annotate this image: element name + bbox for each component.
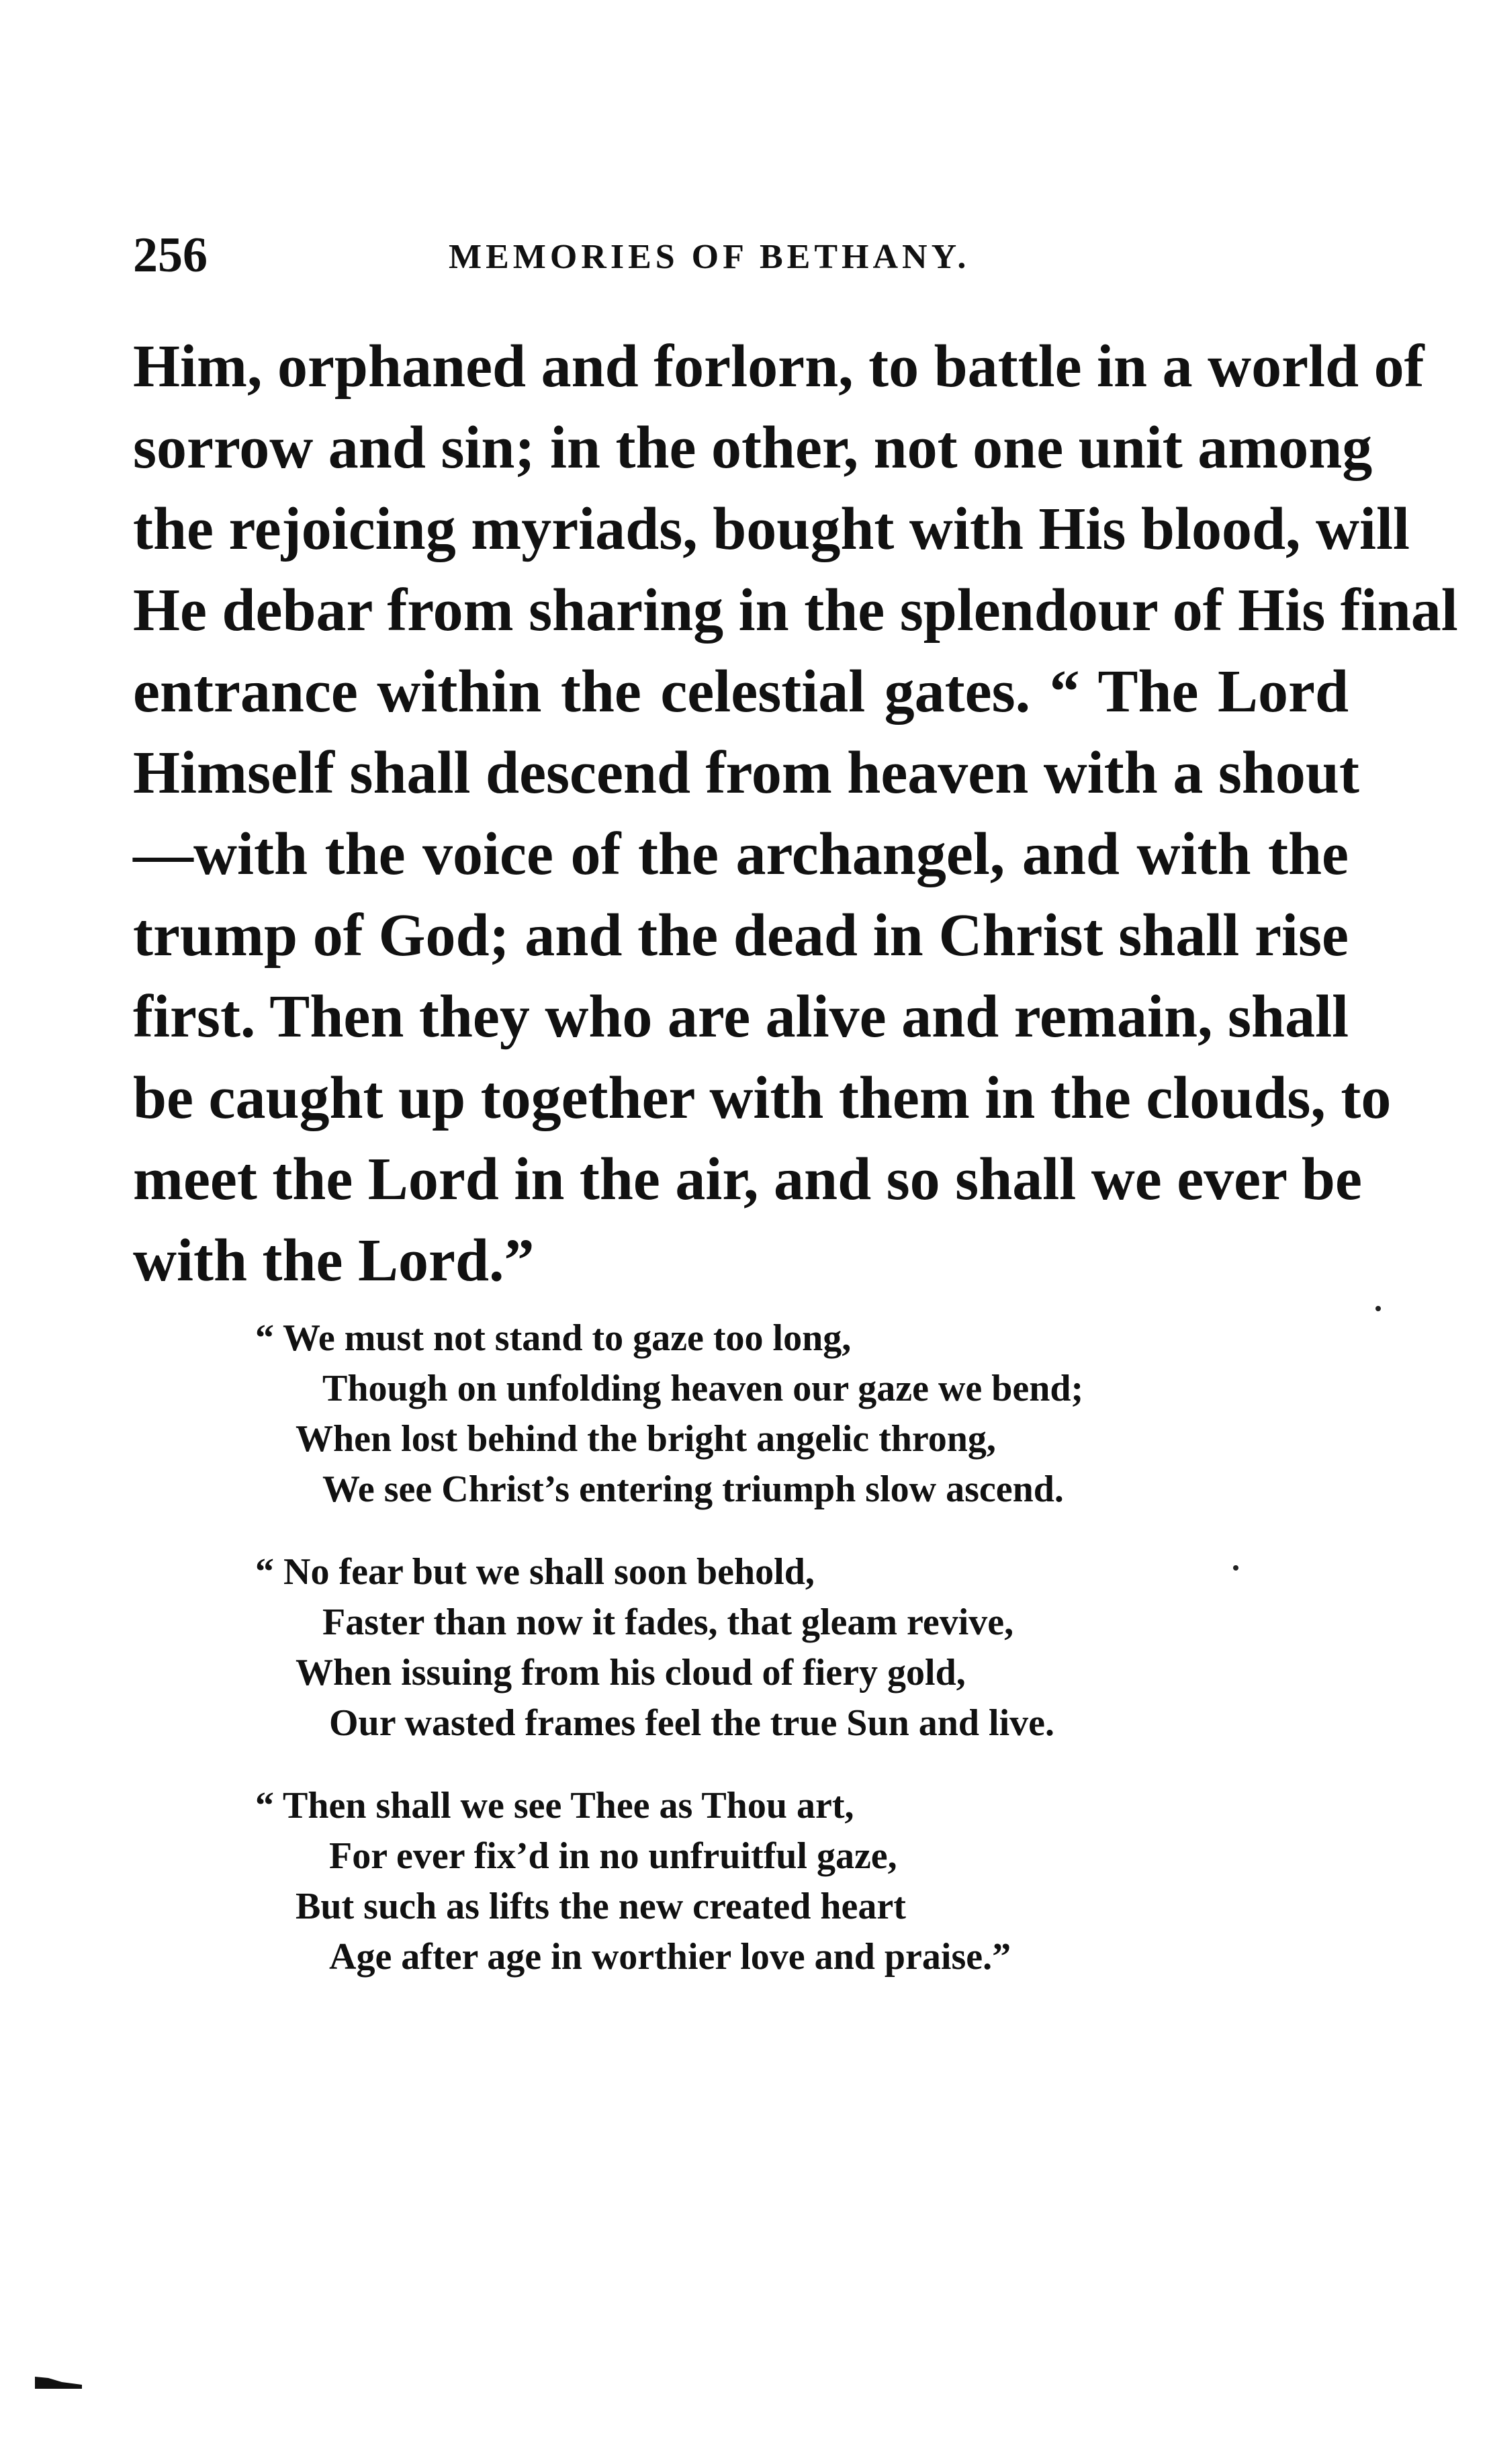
body-line: trump of God; and the dead in Christ shall rise bbox=[133, 902, 1349, 969]
poem-stanza bbox=[255, 1313, 1229, 1515]
body-line: Him, orphaned and forlorn, to battle in a world of bbox=[133, 333, 1425, 400]
body-line: be caught up together with them in the clouds, to bbox=[133, 1065, 1392, 1131]
body-line: entrance within the celestial gates. “ The Lord bbox=[133, 658, 1349, 725]
verse-line: For ever fix’d in no unfruitful gaze, bbox=[329, 1835, 897, 1877]
verse-line: When issuing from his cloud of fiery gold, bbox=[296, 1652, 966, 1693]
verse-line: But such as lifts the new created heart bbox=[296, 1886, 906, 1927]
verse-line: “ No fear but we shall soon behold, bbox=[255, 1551, 815, 1593]
body-line: Himself shall descend from heaven with a shout bbox=[133, 740, 1359, 806]
running-head bbox=[133, 225, 1349, 285]
body-line: first. Then they who are alive and remain, shall bbox=[133, 983, 1349, 1050]
verse-line: “ Then shall we see Thee as Thou art, bbox=[255, 1785, 854, 1827]
poem-stanza bbox=[255, 1781, 1229, 1982]
ink-speck bbox=[1375, 1306, 1381, 1311]
poem-quotation bbox=[255, 1313, 1229, 2015]
verse-line: We see Christ’s entering triumph slow ascend. bbox=[322, 1468, 1064, 1510]
body-line: —with the voice of the archangel, and with the bbox=[133, 821, 1349, 887]
body-paragraph bbox=[133, 326, 1458, 1301]
verse-line: Faster than now it fades, that gleam revive, bbox=[322, 1601, 1014, 1643]
page-number: 256 bbox=[133, 228, 208, 283]
body-line: the rejoicing myriads, bought with His blood, will bbox=[133, 496, 1410, 562]
body-line: meet the Lord in the air, and so shall we ever be bbox=[133, 1146, 1362, 1213]
verse-line: Though on unfolding heaven our gaze we bend; bbox=[322, 1368, 1084, 1409]
verse-line: Our wasted frames feel the true Sun and live. bbox=[329, 1702, 1054, 1744]
verse-line: Age after age in worthier love and praise.” bbox=[329, 1936, 1011, 1978]
margin-pointer-icon bbox=[35, 2377, 82, 2389]
verse-line: “ We must not stand to gaze too long, bbox=[255, 1317, 852, 1359]
body-line: sorrow and sin; in the other, not one unit among bbox=[133, 414, 1373, 481]
running-title: MEMORIES OF BETHANY. bbox=[449, 238, 970, 276]
verse-line: When lost behind the bright angelic throng, bbox=[296, 1418, 996, 1460]
ink-speck bbox=[1233, 1565, 1238, 1571]
body-line: with the Lord.” bbox=[133, 1227, 535, 1294]
body-line: He debar from sharing in the splendour of His final bbox=[133, 577, 1458, 644]
poem-stanza bbox=[255, 1547, 1229, 1749]
